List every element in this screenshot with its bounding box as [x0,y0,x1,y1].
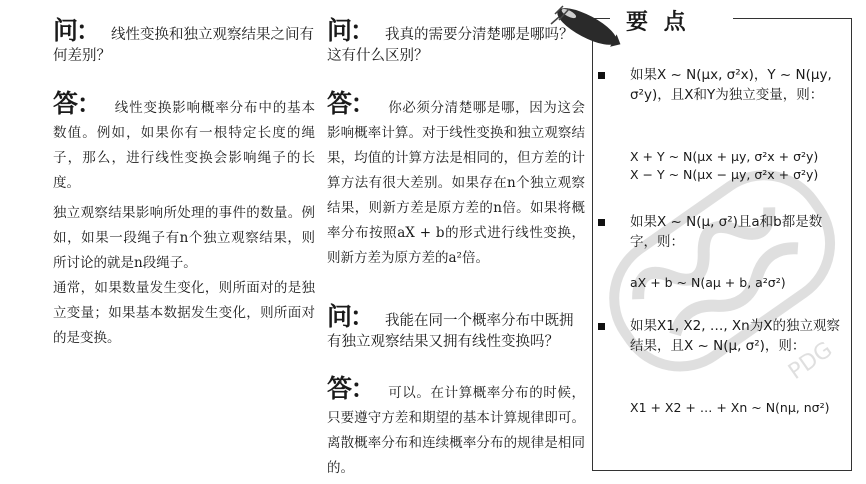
key-point-2-formula-1: aX + b ~ N(aμ + b, a²σ²) [630,275,786,290]
answer-label: 答： [327,89,375,118]
pen-icon [547,0,625,52]
key-point-1-text: 如果X ~ N(μx, σ²x)，Y ~ N(μy, σ²y)，且X和Y为独立变量，则： [630,67,832,103]
answer-2 [327,91,585,271]
answer-1-para-1 [53,91,315,196]
key-point-1-formula-2: X − Y ~ N(μx − μy, σ²x + σ²y) [630,167,819,182]
answer-1-para-2: 独立观察结果影响所处理的事件的数量。例如，如果一段绳子有n个独立观察结果，则所讨论的就是n段绳子。 [53,205,315,271]
answer-3 [327,376,585,481]
bullet-icon [598,219,605,226]
key-point-3-text: 如果X1, X2, …, Xn为X的独立观察结果，且X ~ N(μ, σ²)，则： [630,318,840,354]
bullet-icon [598,323,605,330]
answer-2-text: 你必须分清楚哪是哪，因为这会影响概率计算。对于线性变换和独立观察结果，均值的计算方法是相同的，但方差的计算方法有很大差别。如果存在n个独立观察结果，则新方差是原方差的n倍。如果将概率分布按照aX + b的形式进行线性变换，则新方差为原方差的a²倍。 [327,100,585,266]
key-point-3-formula-1: X1 + X2 + … + Xn ~ N(nμ, nσ²) [630,400,830,415]
bullet-icon [598,72,605,79]
question-3 [327,302,585,353]
question-3-text: 我能在同一个概率分布中既拥有独立观察结果又拥有线性变换吗？ [327,313,574,350]
question-label: 问： [327,16,374,45]
answer-label: 答： [53,89,101,118]
question-1 [53,16,315,67]
key-point-2 [603,212,843,252]
key-point-1-formula-1: X + Y ~ N(μx + μy, σ²x + σ²y) [630,149,819,164]
answer-3-text: 可以。在计算概率分布的时候，只要遵守方差和期望的基本计算规律即可。离散概率分布和连续概率分布的规律是相同的。 [327,385,585,476]
key-points-border [733,18,851,19]
key-points-title: 要 点 [626,10,690,35]
question-label: 问： [327,302,374,331]
answer-label: 答： [327,374,375,403]
key-point-2-text: 如果X ~ N(μ, σ²)且a和b都是数字，则： [630,214,823,250]
answer-1-para-1-text: 线性变换影响概率分布中的基本数值。例如，如果你有一根特定长度的绳子，那么，进行线性变换会影响绳子的长度。 [53,100,315,191]
key-point-3 [603,316,843,356]
question-label: 问： [53,16,100,45]
answer-1-para-3: 通常，如果数量发生变化，则所面对的是独立变量；如果基本数据发生变化，则所面对的是变换。 [53,280,315,346]
key-point-1 [603,65,843,105]
question-1-text: 线性变换和独立观察结果之间有何差别？ [53,27,315,64]
svg-text:PDG: PDG [784,337,838,385]
question-2-text: 我真的需要分清楚哪是哪吗？这有什么区别？ [327,27,574,64]
